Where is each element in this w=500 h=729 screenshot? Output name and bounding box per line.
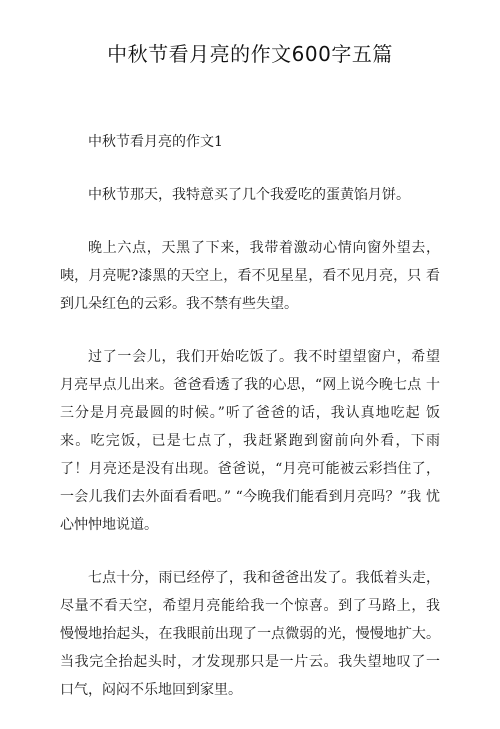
paragraph-2: 晚上六点，天黑了下来，我带着激动心情向窗外望去， 咦，月亮呢?漆黑的天空上，看不见星星，看不见月亮，只 看到几朵红色的云彩。我不禁有些失望。 xyxy=(60,240,440,312)
document-title: 中秋节看月亮的作文600字五篇 xyxy=(107,42,393,66)
document-body xyxy=(60,128,440,729)
essay-heading: 中秋节看月亮的作文1 xyxy=(88,134,223,150)
paragraph-4: 七点十分，雨已经停了，我和爸爸出发了。我低着头走，尽量不看天空，希望月亮能给我一个惊喜。到了马路上，我 慢慢地抬起头，在我眼前出现了一点微弱的光，慢慢地扩大。 当我完全抬起头时，才发现那只是一片云。我失望地叹了一 口气，闷闷不乐地回到家里。 xyxy=(60,570,440,698)
paragraph-1: 中秋节那天，我特意买了几个我爱吃的蛋黄馅月饼。 xyxy=(88,187,410,203)
paragraph-3: 过了一会儿，我们开始吃饭了。我不时望望窗户，希望 月亮早点儿出来。爸爸看透了我的心思，“网上说今晚七点 十三分是月亮最圆的时候。”听了爸爸的话，我认真地吃起 饭来。吃完饭，已是七点了，我赶紧跑到窗前向外看，下雨 了！月亮还是没有出现。爸爸说，“月亮可能被云彩挡住了，一会儿我们去外面看看吧。” “今晚我们能看到月亮吗？”我 忧心忡忡地说道。 xyxy=(60,349,440,533)
